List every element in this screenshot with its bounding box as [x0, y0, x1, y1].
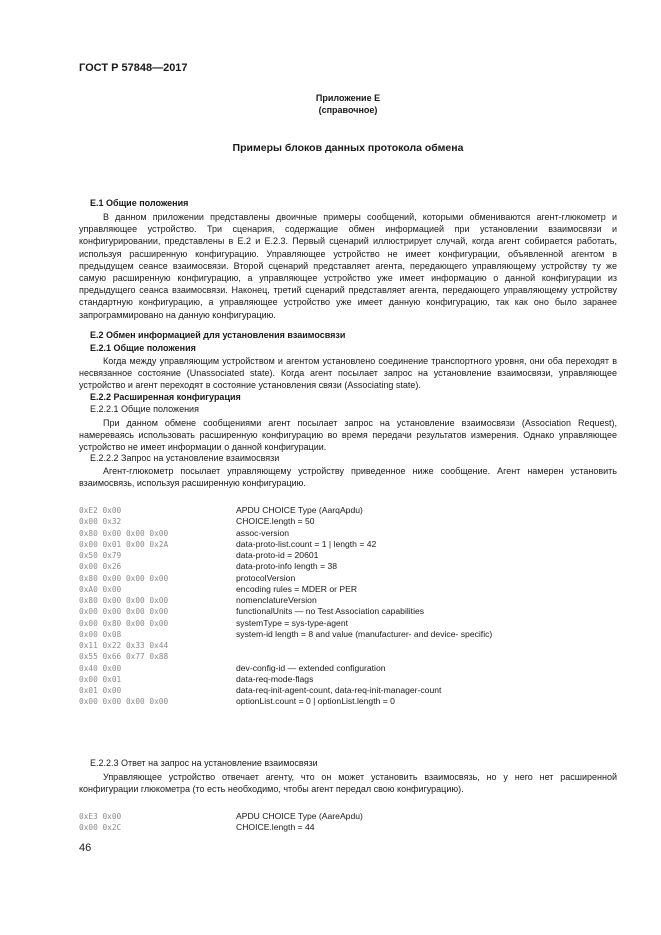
field-description: APDU CHOICE Type (AareApdu) [236, 811, 363, 821]
code-row [79, 561, 492, 572]
code-row [79, 606, 492, 617]
code-row [79, 584, 492, 595]
code-row [79, 550, 492, 561]
code-row [79, 685, 492, 696]
code-row [79, 674, 492, 685]
section-e22-heading: Е.2.2 Расширенная конфигурация [90, 392, 241, 402]
section-e223-text [79, 771, 617, 795]
appendix-note: (справочное) [318, 105, 378, 115]
section-e1-heading: Е.1 Общие положения [90, 198, 189, 208]
code-row [79, 516, 492, 527]
section-e223-heading: Е.2.2.3 Ответ на запрос на установление взаимосвязи [90, 758, 318, 768]
field-description: data-proto-list.count = 1 | length = 42 [236, 538, 377, 549]
code-block-response [79, 811, 363, 834]
field-description: systemType = sys-type-agent [236, 617, 349, 628]
hex-bytes: 0x00 0x01 0x00 0x2A [79, 539, 169, 549]
section-e21-text [79, 355, 617, 392]
section-e222-paragraph: Агент-глюкометр посылает управляющему устройству приведенное ниже сообщение. Агент намерен установить взаимосвязь, используя расширенную конфигурацию. [79, 466, 617, 489]
hex-bytes: 0x80 0x00 0x00 0x00 [79, 596, 169, 605]
code-row [79, 629, 492, 640]
page-number: 46 [79, 842, 92, 854]
code-row [79, 595, 492, 606]
hex-bytes: 0x00 0x00 0x00 0x00 [79, 607, 169, 617]
hex-bytes: 0x80 0x00 0x00 0x00 [79, 573, 169, 583]
code-row [79, 618, 492, 629]
hex-bytes: 0x80 0x00 0x00 0x00 [79, 528, 169, 538]
hex-bytes: 0x11 0x22 0x33 0x44 [79, 641, 169, 650]
field-description: encoding rules = MDER or PER [236, 583, 358, 594]
standard-number: ГОСТ Р 57848—2017 [79, 62, 188, 74]
field-description: assoc-version [236, 527, 290, 538]
field-description: data-req-mode-flags [236, 673, 314, 684]
section-e1-paragraph: В данном приложении представлены двоичные примеры сообщений, которыми обмениваются агент-глюкометр и управляющее устройство. Три сценария, содержащие обмен информацией при установлении взаимосвязи и конфигурировании, представлены в Е.2 и Е.2.3. Первый сценарий иллюстрирует случай, когда агент собирается работать, используя расширенную конфигурацию. Управляющее устройство не имеет конфигурации, объявленной агентом в предыдущем сеансе взаимосвязи. Второй сценарий представляет агента, передающего управляющему устройству ту же самую расширенную конфигурацию, а управляющее устройство уже имеет информацию о данной конфигурации из предыдущего сеанса взаимосвязи. Наконец, третий сценарий представляет агента, передающего управляющему устройству стандартную конфигурацию, а управляющее устройство уже имеет данную конфигурацию, так как оно было заранее запрограммировано на данную конфигурацию. [79, 212, 617, 320]
field-description: data-proto-id = 20601 [236, 550, 319, 560]
code-row [79, 811, 363, 822]
hex-bytes: 0x00 0x2C [79, 823, 122, 833]
section-e21-heading: Е.2.1 Общие положения [90, 343, 196, 353]
field-description: functionalUnits — no Test Association capabilities [236, 606, 425, 617]
code-row [79, 696, 492, 707]
section-e221-text [79, 417, 617, 454]
hex-bytes: 0xA0 0x00 [79, 584, 122, 594]
field-description: system-id length = 8 and value (manufacturer- and device- specific) [236, 628, 493, 639]
hex-bytes: 0x00 0x80 0x00 0x00 [79, 618, 169, 628]
hex-bytes: 0xE3 0x00 [79, 812, 122, 821]
hex-bytes: 0x55 0x66 0x77 0x88 [79, 652, 169, 662]
field-description: data-proto-info length = 38 [236, 561, 338, 572]
section-e222-heading: Е.2.2.2 Запрос на установление взаимосвязи [90, 453, 280, 463]
hex-bytes: 0x00 0x32 [79, 517, 122, 527]
field-description: nomenclatureVersion [236, 595, 317, 605]
code-row [79, 539, 492, 550]
field-description: protocolVersion [236, 572, 296, 583]
code-row [79, 573, 492, 584]
code-row [79, 505, 492, 516]
hex-bytes: 0x00 0x08 [79, 629, 122, 639]
document-title: Примеры блоков данных протокола обмена [232, 142, 464, 154]
field-description: CHOICE.length = 44 [236, 822, 315, 833]
code-row [79, 663, 492, 674]
section-e221-paragraph: При данном обмене сообщениями агент посылает запрос на установление взаимосвязи (Association Request), намереваясь использовать расширенную конфигурацию во время передачи результатов измерения. Однако управляющее устройство не имеет информации о данной конфигурации. [79, 418, 617, 453]
section-e2-heading: Е.2 Обмен информацией для установления взаимосвязи [90, 330, 346, 340]
field-description: data-req-init-agent-count, data-req-init-manager-count [236, 685, 442, 695]
hex-bytes: 0x00 0x00 0x00 0x00 [79, 697, 169, 707]
code-row [79, 528, 492, 539]
hex-bytes: 0x50 0x79 [79, 551, 122, 560]
section-e1-text [79, 211, 617, 321]
code-row [79, 651, 492, 662]
section-e221-heading: Е.2.2.1 Общие положения [90, 404, 199, 414]
field-description: dev-config-id — extended configuration [236, 662, 386, 673]
hex-bytes: 0x40 0x00 [79, 663, 122, 673]
appendix-title: Приложение Е [315, 93, 381, 103]
code-row [79, 822, 363, 833]
code-row [79, 640, 492, 651]
field-description: optionList.count = 0 | optionList.length = 0 [236, 696, 395, 707]
field-description: APDU CHOICE Type (AarqApdu) [236, 505, 363, 515]
code-block-request [79, 505, 492, 708]
section-e223-paragraph: Управляющее устройство отвечает агенту, что он может установить взаимосвязь, но у него нет расширенной конфигурации глюкометра (то есть необходимо, чтобы агент передал свою конфигурацию). [79, 772, 617, 795]
hex-bytes: 0xE2 0x00 [79, 506, 122, 515]
hex-bytes: 0x01 0x00 [79, 686, 122, 695]
field-description: CHOICE.length = 50 [236, 516, 315, 527]
hex-bytes: 0x00 0x01 [79, 674, 122, 684]
section-e222-text [79, 465, 617, 489]
section-e21-paragraph: Когда между управляющим устройством и агентом установлено соединение транспортного уровня, они оба переходят в несвязанное состояние (Unassociated state). Когда агент посылает запрос на установление взаимосвязи, управляющее устройство и агент переходят в состояние установления связи (Associating state). [79, 356, 617, 391]
hex-bytes: 0x00 0x26 [79, 562, 122, 572]
